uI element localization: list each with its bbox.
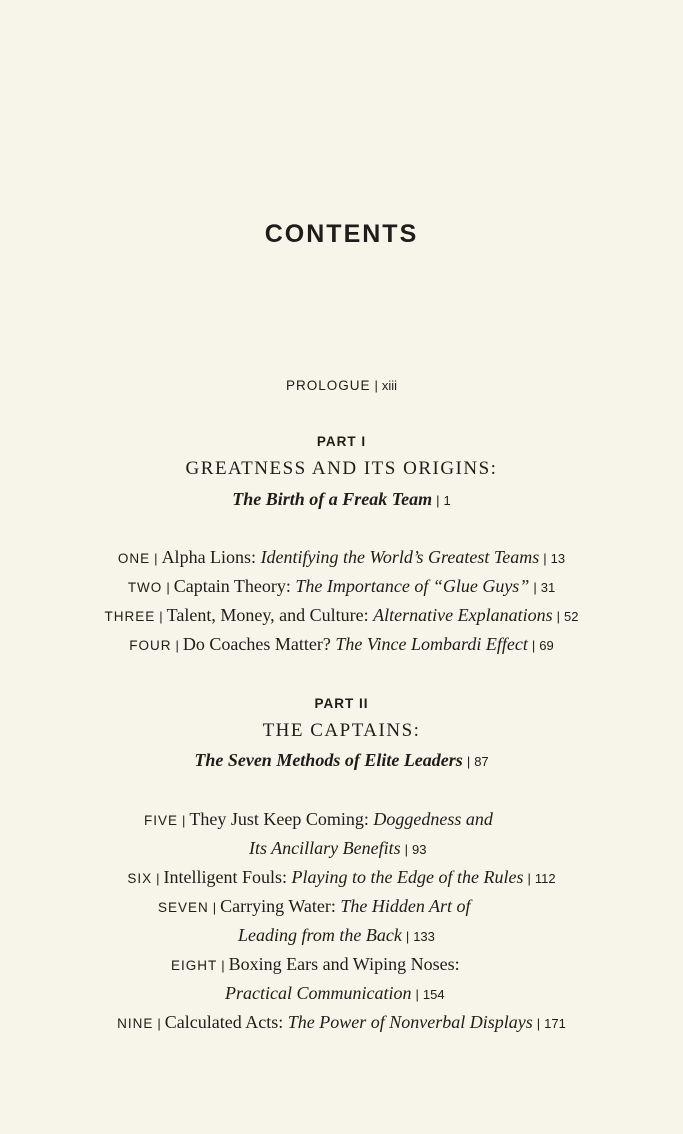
chapter-entry-continued[interactable] [238, 925, 435, 946]
chapter-subtitle: The Power of Nonverbal Displays [287, 1012, 533, 1032]
page-number: 69 [539, 638, 554, 653]
page-number: 87 [474, 754, 489, 769]
page-number: 171 [544, 1016, 566, 1031]
chapter-number: FIVE [144, 813, 179, 828]
chapter-entry[interactable] [0, 1012, 683, 1033]
separator: | [415, 987, 419, 1002]
separator: | [405, 929, 410, 944]
page-title: CONTENTS [264, 220, 419, 248]
chapter-title: Captain Theory: [173, 576, 291, 596]
chapter-subtitle: The Vince Lombardi Effect [335, 634, 528, 654]
separator: | [156, 871, 160, 886]
separator: | [175, 638, 179, 653]
chapter-number: SIX [127, 871, 153, 886]
chapter-subtitle: Leading from the Back [238, 925, 402, 945]
chapter-title: Carrying Water: [220, 896, 336, 916]
chapter-entry[interactable] [171, 954, 460, 975]
separator: | [212, 900, 217, 915]
separator: | [404, 842, 409, 857]
page-number: 1 [443, 493, 451, 508]
page-number: 154 [422, 987, 445, 1002]
chapter-title: Intelligent Fouls: [163, 867, 288, 887]
part-subtitle: The Birth of a Freak Team [232, 489, 433, 509]
separator: | [154, 551, 158, 566]
chapter-entry-continued[interactable] [225, 983, 445, 1004]
page-number: xiii [381, 378, 398, 393]
chapter-entry[interactable] [158, 896, 471, 917]
part-subtitle-entry[interactable] [0, 750, 683, 771]
chapter-entry[interactable] [0, 867, 683, 888]
separator: | [531, 638, 536, 653]
chapter-entry[interactable] [0, 576, 683, 597]
separator: | [436, 493, 440, 508]
page-number: 52 [564, 609, 579, 624]
separator: | [527, 871, 531, 886]
separator: | [157, 1016, 161, 1031]
chapter-entry[interactable] [0, 634, 683, 655]
part-title: GREATNESS AND ITS ORIGINS: [185, 458, 498, 479]
part-label: PART I [316, 434, 367, 449]
separator: | [374, 378, 378, 393]
chapter-number: FOUR [129, 638, 172, 653]
separator: | [556, 609, 561, 624]
separator: | [466, 754, 471, 769]
separator: | [221, 958, 225, 973]
chapter-entry[interactable] [0, 547, 683, 568]
chapter-subtitle: The Importance of “Glue Guys” [295, 576, 530, 596]
page-number: 31 [540, 580, 556, 595]
part-label: PART II [314, 696, 369, 711]
page-number: 93 [412, 842, 427, 857]
chapter-title: Do Coaches Matter? [182, 634, 331, 654]
separator: | [159, 609, 163, 624]
separator: | [533, 580, 537, 595]
separator: | [182, 813, 186, 828]
page-number: 112 [534, 871, 556, 886]
part-subtitle: The Seven Methods of Elite Leaders [194, 750, 463, 770]
chapter-number: NINE [117, 1016, 154, 1031]
prologue-label: PROLOGUE [285, 378, 371, 393]
chapter-subtitle: Identifying the World’s Greatest Teams [260, 547, 540, 567]
prologue-entry[interactable] [0, 374, 683, 395]
chapter-subtitle: Playing to the Edge of the Rules [291, 867, 524, 887]
separator: | [536, 1016, 541, 1031]
chapter-number: THREE [104, 609, 156, 624]
chapter-number: SEVEN [158, 900, 209, 915]
chapter-subtitle: Its Ancillary Benefits [249, 838, 401, 858]
chapter-entry[interactable] [0, 605, 683, 626]
page-number: 13 [550, 551, 566, 566]
chapter-title: Alpha Lions: [161, 547, 257, 567]
chapter-number: TWO [127, 580, 163, 595]
chapter-subtitle: Practical Communication [225, 983, 412, 1003]
page-number: 133 [413, 929, 435, 944]
chapter-title: They Just Keep Coming: [189, 809, 369, 829]
chapter-subtitle: The Hidden Art of [340, 896, 471, 916]
chapter-subtitle: Alternative Explanations [373, 605, 553, 625]
chapter-subtitle: Doggedness and [373, 809, 493, 829]
part-title: THE CAPTAINS: [262, 720, 421, 741]
chapter-number: ONE [117, 551, 151, 566]
chapter-title: Talent, Money, and Culture: [166, 605, 369, 625]
chapter-title: Calculated Acts: [164, 1012, 284, 1032]
part-subtitle-entry[interactable] [0, 489, 683, 510]
separator: | [543, 551, 547, 566]
chapter-number: EIGHT [171, 958, 218, 973]
chapter-entry-continued[interactable] [249, 838, 427, 859]
chapter-title: Boxing Ears and Wiping Noses: [228, 954, 460, 974]
separator: | [166, 580, 170, 595]
chapter-entry[interactable] [144, 809, 493, 830]
